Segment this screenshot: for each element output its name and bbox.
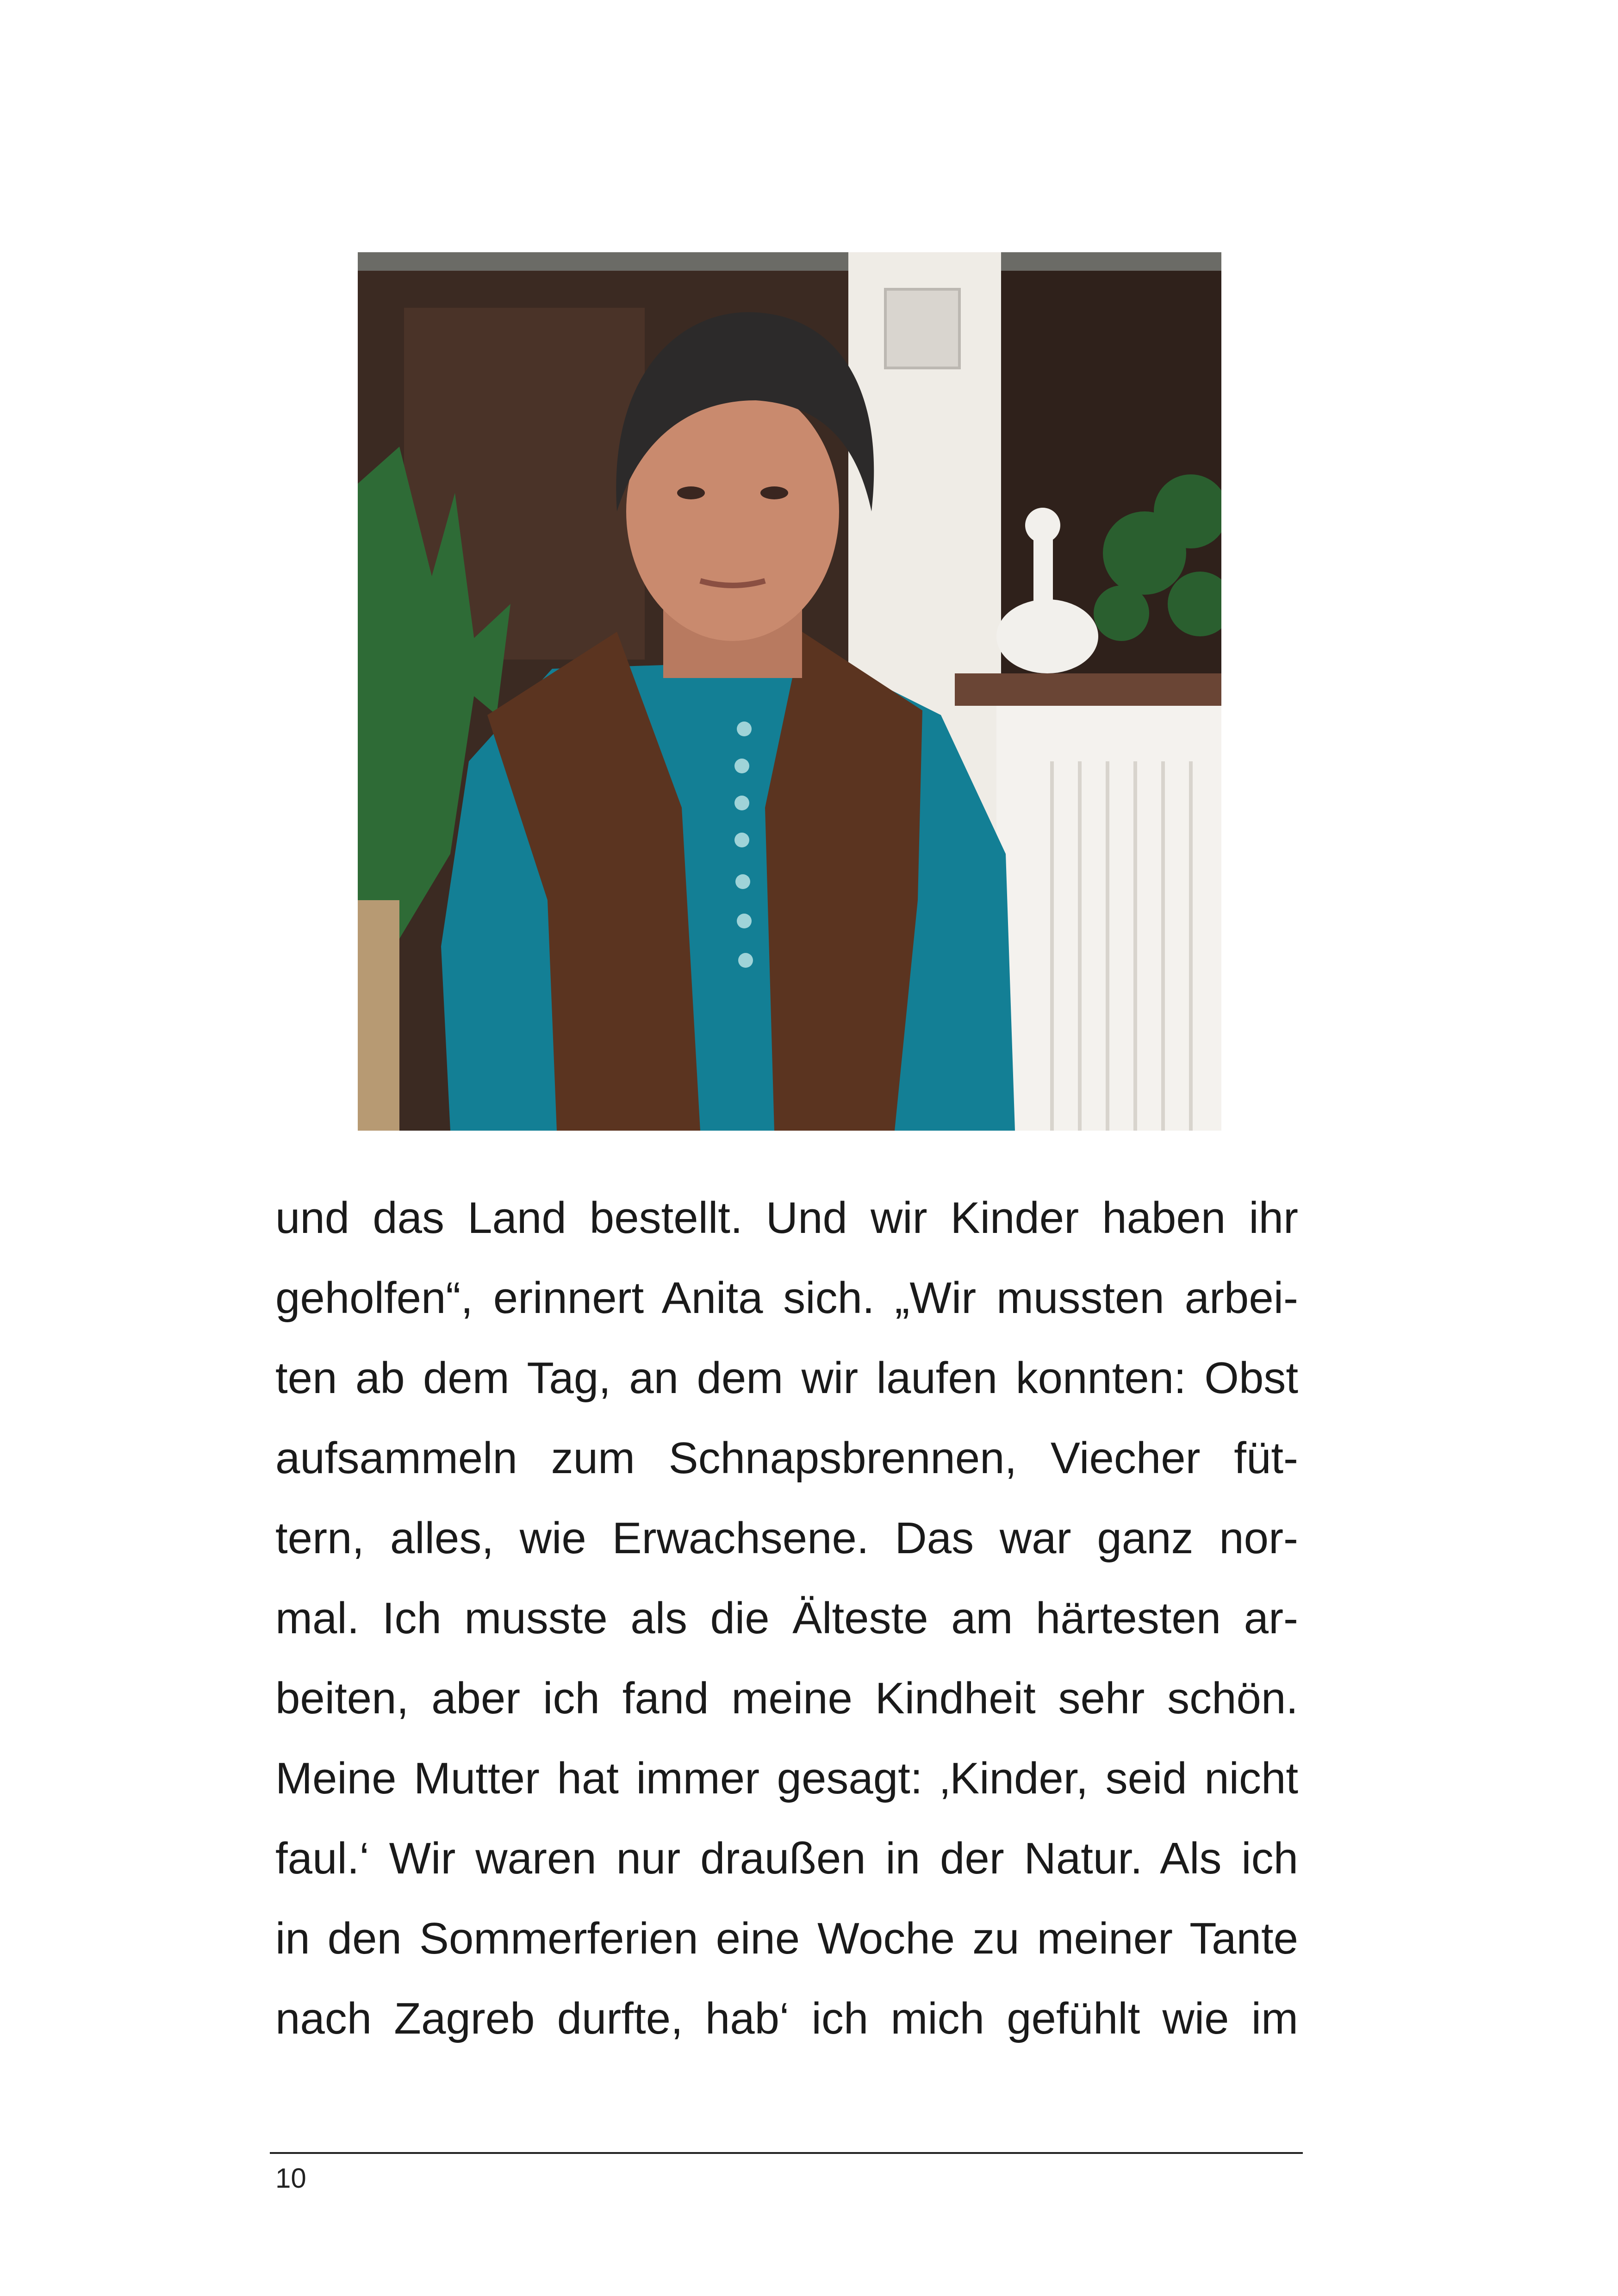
window-sill [955,673,1221,706]
portrait-photo [358,252,1221,1131]
body-text [275,1178,1298,2059]
footer-rule [270,2152,1303,2154]
text-line: mal. Ich musste als die Älteste am härtesten ar- [275,1593,1298,1643]
left-eye [677,486,705,499]
text-line: aufsammeln zum Schnapsbrennen, Viecher füt- [275,1433,1298,1483]
window-top [358,252,1221,271]
wicker-basket [358,900,399,1131]
portrait-illustration [358,252,1221,1131]
text-line: ten ab dem Tag, an dem wir laufen konnten: Obst [275,1353,1298,1403]
text-line: faul.‘ Wir waren nur draußen in der Natur. Als ich [275,1834,1298,1883]
vest-right [765,632,922,1131]
right-eye [760,486,788,499]
text-line: Meine Mutter hat immer gesagt: ‚Kinder, seid nicht [275,1754,1298,1803]
page-number: 10 [275,2163,306,2194]
text-line: in den Sommerferien eine Woche zu meiner Tante [275,1914,1298,1963]
text-line: nach Zagreb durfte, hab‘ ich mich gefühlt wie im [275,1994,1298,2043]
text-line: beiten, aber ich fand meine Kindheit sehr schön. [275,1674,1298,1723]
wall-switch [885,289,959,368]
text-line: und das Land bestellt. Und wir Kinder haben ihr [275,1193,1298,1243]
text-line: geholfen“, erinnert Anita sich. „Wir mussten arbei- [275,1273,1298,1323]
text-line: tern, alles, wie Erwachsene. Das war ganz nor- [275,1513,1298,1563]
